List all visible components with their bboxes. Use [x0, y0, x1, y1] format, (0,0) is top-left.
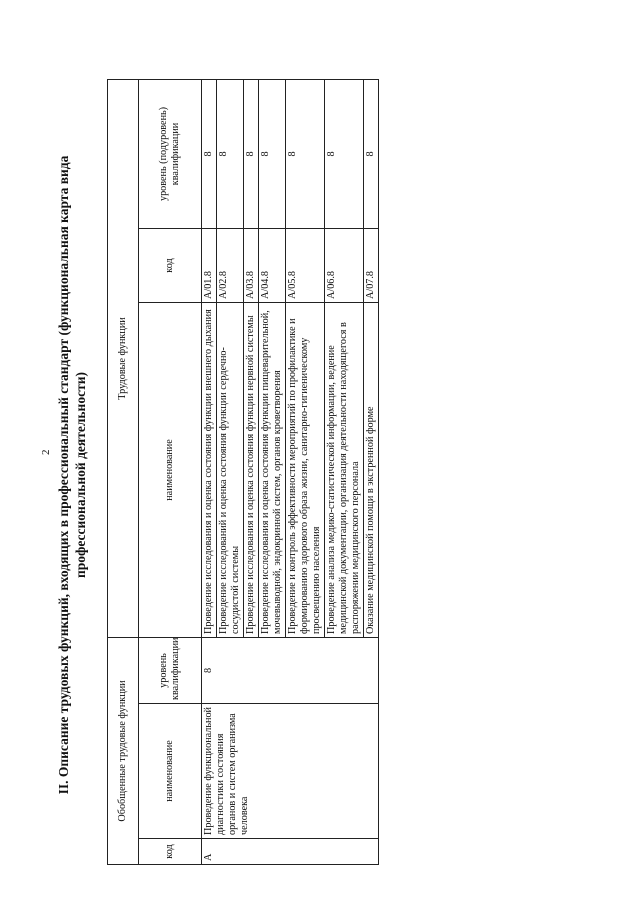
header-function-level: уровень (подуровень) квалификации [139, 79, 202, 228]
functional-map-table [107, 79, 379, 865]
function-name-cell: Проведение исследования и оценка состояния функции нервной системы [244, 302, 259, 637]
function-code-cell: A/06.8 [325, 228, 364, 302]
header-function-name: наименование [139, 302, 202, 637]
table-row [202, 79, 217, 864]
function-name-cell: Проведение и контроль эффективности мероприятий по профилактике и формированию здорового образа жизни, санитарно-гигиеническому просвещению населения [286, 302, 325, 637]
function-level-cell: 8 [217, 79, 244, 228]
heading-line-1: II. Описание трудовых функций, входящих в профессиональный стандарт (функциональная карта вида [56, 155, 71, 795]
function-level-cell: 8 [364, 79, 379, 228]
function-name-cell: Проведение исследования и оценка состояния функции пищеварительной, мочевыводной, эндокринной систем, органов кроветворения [259, 302, 286, 637]
function-code-cell: A/04.8 [259, 228, 286, 302]
function-code-cell: A/02.8 [217, 228, 244, 302]
function-name-cell: Проведение анализа медико-статистической информации, ведение медицинской документации, организация деятельности находящегося в распоряжении медицинского персонала [325, 302, 364, 637]
header-generalized-functions: Обобщенные трудовые функции [108, 637, 139, 864]
function-name-cell: Проведение исследований и оценка состояния функции сердечно-сосудистой системы [217, 302, 244, 637]
function-level-cell: 8 [244, 79, 259, 228]
heading-line-2: профессиональной деятельности) [73, 372, 88, 578]
generalized-name-cell: Проведение функциональной диагностики состояния органов и систем организма человека [202, 704, 379, 839]
generalized-level-cell: 8 [202, 637, 379, 703]
function-level-cell: 8 [325, 79, 364, 228]
header-labor-functions: Трудовые функции [108, 79, 139, 637]
function-code-cell: A/01.8 [202, 228, 217, 302]
function-code-cell: A/05.8 [286, 228, 325, 302]
header-qualification-level: уровень квалификации [139, 637, 202, 703]
header-name: наименование [139, 704, 202, 839]
function-level-cell: 8 [202, 79, 217, 228]
function-code-cell: A/03.8 [244, 228, 259, 302]
function-name-cell: Оказание медицинской помощи в экстренной форме [364, 302, 379, 637]
function-code-cell: A/07.8 [364, 228, 379, 302]
function-level-cell: 8 [286, 79, 325, 228]
function-level-cell: 8 [259, 79, 286, 228]
function-name-cell: Проведение исследования и оценка состояния функции внешнего дыхания [202, 302, 217, 637]
header-function-code: код [139, 228, 202, 302]
generalized-code-cell: A [202, 839, 379, 865]
section-heading [55, 65, 89, 885]
header-code: код [139, 839, 202, 865]
rotated-page-content [55, 65, 615, 885]
